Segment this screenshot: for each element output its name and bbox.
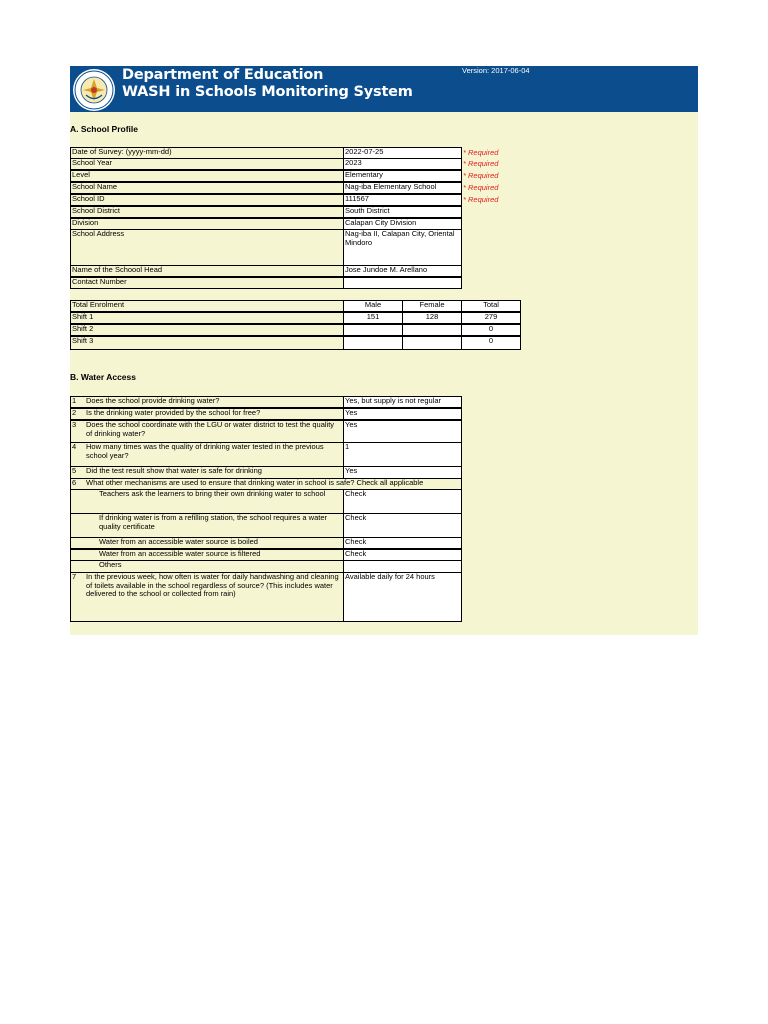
- enrolment-header: Total Enrolment: [70, 300, 344, 312]
- contact-number-field[interactable]: [343, 277, 462, 289]
- shift-label: Shift 1: [70, 312, 344, 324]
- deped-seal-icon: [72, 68, 116, 112]
- shift1-female-field[interactable]: 128: [402, 312, 462, 324]
- profile-label: Name of the Schoool Head: [70, 265, 344, 277]
- question-4: [70, 442, 344, 467]
- q6-option-label: If drinking water is from a refilling station, the school requires a water quality certificate: [70, 513, 344, 538]
- question-2: [70, 408, 344, 420]
- q1-answer-field[interactable]: Yes, but supply is not regular: [343, 396, 462, 408]
- enrolment-header-female: Female: [402, 300, 462, 312]
- school-id-field[interactable]: 111567: [343, 194, 462, 206]
- shift1-male-field[interactable]: 151: [343, 312, 403, 324]
- question-number: 5: [72, 466, 77, 475]
- q3-answer-field[interactable]: Yes: [343, 420, 462, 443]
- question-text: In the previous week, how often is water for daily handwashing and cleaning of toilets available in the school regardless of source? (This includes water delivered to the school or collected from rain): [86, 572, 339, 598]
- profile-label: School District: [70, 206, 344, 218]
- question-text: Does the school coordinate with the LGU or water district to test the quality of drinking water?: [86, 420, 335, 438]
- q4-answer-field[interactable]: 1: [343, 442, 462, 467]
- q6-option-label: Water from an accessible water source is boiled: [70, 537, 344, 549]
- worksheet: [70, 66, 698, 635]
- shift2-total: 0: [461, 324, 521, 336]
- school-year-field[interactable]: 2023: [343, 158, 462, 170]
- shift2-male-field[interactable]: [343, 324, 403, 336]
- profile-label: Level: [70, 170, 344, 182]
- required-marker: * Required: [463, 195, 499, 204]
- question-text: How many times was the quality of drinking water tested in the previous school year?: [86, 442, 324, 460]
- profile-label: School Year: [70, 158, 344, 170]
- shift1-total: 279: [461, 312, 521, 324]
- question-text: Does the school provide drinking water?: [86, 396, 220, 405]
- q6-option-3-check[interactable]: Check: [343, 537, 462, 549]
- q6-option-label: Water from an accessible water source is filtered: [70, 549, 344, 561]
- shift-label: Shift 2: [70, 324, 344, 336]
- profile-label: Date of Survey: (yyyy-mm-dd): [70, 147, 344, 159]
- q6-option-2-check[interactable]: Check: [343, 513, 462, 538]
- q6-option-4-check[interactable]: Check: [343, 549, 462, 561]
- question-number: 1: [72, 396, 77, 405]
- required-marker: * Required: [463, 148, 499, 157]
- required-marker: * Required: [463, 159, 499, 168]
- question-number: 3: [72, 420, 77, 429]
- profile-label: School Address: [70, 229, 344, 266]
- profile-label: School Name: [70, 182, 344, 194]
- system-title: WASH in Schools Monitoring System: [122, 84, 413, 100]
- profile-label: School ID: [70, 194, 344, 206]
- version-label: Version: 2017-06-04: [462, 66, 530, 75]
- header-banner: [70, 66, 698, 112]
- question-text: What other mechanisms are used to ensure that drinking water in school is safe? Check all applicable: [86, 478, 424, 487]
- question-7: [70, 572, 344, 622]
- profile-label: Division: [70, 218, 344, 230]
- shift3-female-field[interactable]: [402, 336, 462, 350]
- profile-label: Contact Number: [70, 277, 344, 289]
- enrolment-header-total: Total: [461, 300, 521, 312]
- q5-answer-field[interactable]: Yes: [343, 466, 462, 479]
- question-number: 4: [72, 442, 77, 451]
- question-number: 2: [72, 408, 77, 417]
- q2-answer-field[interactable]: Yes: [343, 408, 462, 420]
- shift-label: Shift 3: [70, 336, 344, 350]
- q7-answer-field[interactable]: Available daily for 24 hours: [343, 572, 462, 622]
- question-3: [70, 420, 344, 443]
- school-address-field[interactable]: Nag-iba II, Calapan City, Oriental Mindoro: [343, 229, 462, 266]
- section-school-profile-title: A. School Profile: [70, 124, 139, 134]
- q6-option-label: Others: [70, 560, 344, 573]
- level-field[interactable]: Elementary: [343, 170, 462, 182]
- school-head-field[interactable]: Jose Jundoe M. Arellano: [343, 265, 462, 277]
- enrolment-header-male: Male: [343, 300, 403, 312]
- required-marker: * Required: [463, 183, 499, 192]
- shift3-male-field[interactable]: [343, 336, 403, 350]
- division-field[interactable]: Calapan City Division: [343, 218, 462, 230]
- shift3-total: 0: [461, 336, 521, 350]
- question-text: Did the test result show that water is safe for drinking: [86, 466, 262, 475]
- date-of-survey-field[interactable]: 2022-07-25: [343, 147, 462, 159]
- question-text: Is the drinking water provided by the school for free?: [86, 408, 261, 417]
- shift2-female-field[interactable]: [402, 324, 462, 336]
- required-marker: * Required: [463, 171, 499, 180]
- question-number: 6: [72, 478, 77, 487]
- school-name-field[interactable]: Nag-iba Elementary School: [343, 182, 462, 194]
- q6-option-1-check[interactable]: Check: [343, 489, 462, 514]
- department-title: Department of Education: [122, 67, 324, 83]
- question-1: [70, 396, 344, 408]
- school-district-field[interactable]: South District: [343, 206, 462, 218]
- section-water-access-title: B. Water Access: [70, 372, 136, 382]
- q6-option-label: Teachers ask the learners to bring their own drinking water to school: [70, 489, 344, 514]
- question-number: 7: [72, 572, 77, 581]
